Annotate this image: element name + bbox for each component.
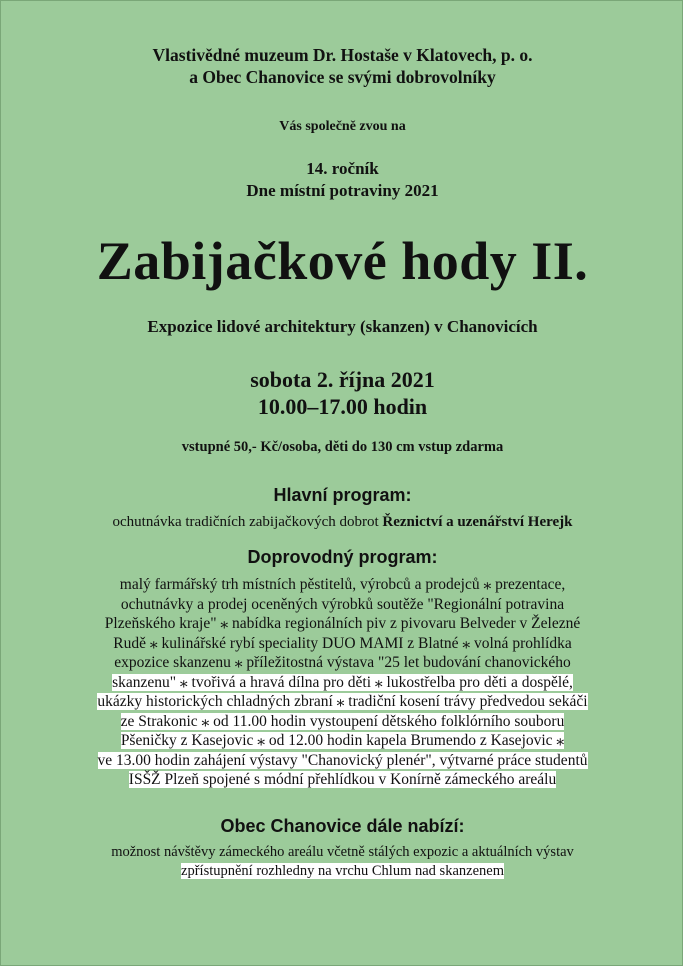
obec-text xyxy=(1,843,683,881)
side-program-line: ve 13.00 hodin zahájení výstavy "Chanovický plenér", výtvarné práce studentů xyxy=(97,751,588,769)
obec-line: zpřístupnění rozhledny na vrchu Chlum nad skanzenem xyxy=(181,863,504,879)
side-program-line: ISŠŽ Plzeň spojené s módní přehlídkou v Konírně zámeckého areálu xyxy=(128,771,557,788)
event-title: Zabijačkové hody II. xyxy=(96,231,589,291)
side-program-line: malý farmářský trh místních pěstitelů, výrobců a prodejců ⁎ prezentace, xyxy=(119,576,566,593)
edition-number: 14. ročník xyxy=(306,159,379,178)
side-program-line: Pšeničky z Kasejovic ⁎ od 12.00 hodin kapela Brumendo z Kasejovic ⁎ xyxy=(120,732,565,749)
edition-block xyxy=(1,159,683,203)
main-program-vendor: Řeznictví a uzenářství Herejk xyxy=(382,514,573,530)
obec-line: možnost návštěvy zámeckého areálu včetně stálých expozic a aktuálních výstav xyxy=(111,844,574,860)
side-program-line: Plzeňského kraje" ⁎ nabídka regionálních piv z pivovaru Belveder v Železné xyxy=(104,615,581,632)
venue: Expozice lidové architektury (skanzen) v Chanovicích xyxy=(147,317,538,336)
event-series: Dne místní potraviny 2021 xyxy=(246,181,439,200)
organizers xyxy=(1,45,683,89)
admission-info: vstupné 50,- Kč/osoba, děti do 130 cm vstup zdarma xyxy=(181,439,504,455)
main-program-heading: Hlavní program: xyxy=(273,485,412,505)
obec-heading: Obec Chanovice dále nabízí: xyxy=(220,816,465,836)
organizer-line: a Obec Chanovice se svými dobrovolníky xyxy=(189,67,496,87)
organizer-line: Vlastivědné muzeum Dr. Hostaše v Klatovech, p. o. xyxy=(152,45,533,65)
side-program-line: ochutnávky a prodej oceněných výrobků soutěže "Regionální potravina xyxy=(120,595,565,613)
main-program-desc: ochutnávka tradičních zabijačkových dobrot xyxy=(112,514,383,530)
side-program-line: ze Strakonic ⁎ od 11.00 hodin vystoupení dětského folklórního souboru xyxy=(120,712,565,730)
event-date: sobota 2. října 2021 xyxy=(250,367,435,392)
date-block xyxy=(1,367,683,421)
side-program-heading: Doprovodný program: xyxy=(247,547,438,567)
invite-text: Vás společně zvou na xyxy=(279,119,406,134)
side-program-line: expozice skanzenu ⁎ příležitostná výstava "25 let budování chanovického xyxy=(114,654,571,671)
main-program-text xyxy=(1,513,683,531)
side-program-line: skanzenu" ⁎ tvořivá a hravá dílna pro děti ⁎ lukostřelba pro děti a dospělé, xyxy=(112,673,573,691)
side-program-line: ukázky historických chladných zbraní ⁎ tradiční kosení trávy předvedou sekáči xyxy=(97,693,588,710)
side-program-line: Rudě ⁎ kulinářské rybí speciality DUO MAMI z Blatné ⁎ volná prohlídka xyxy=(113,634,572,652)
side-program-text xyxy=(1,575,683,790)
event-hours: 10.00–17.00 hodin xyxy=(257,394,428,419)
